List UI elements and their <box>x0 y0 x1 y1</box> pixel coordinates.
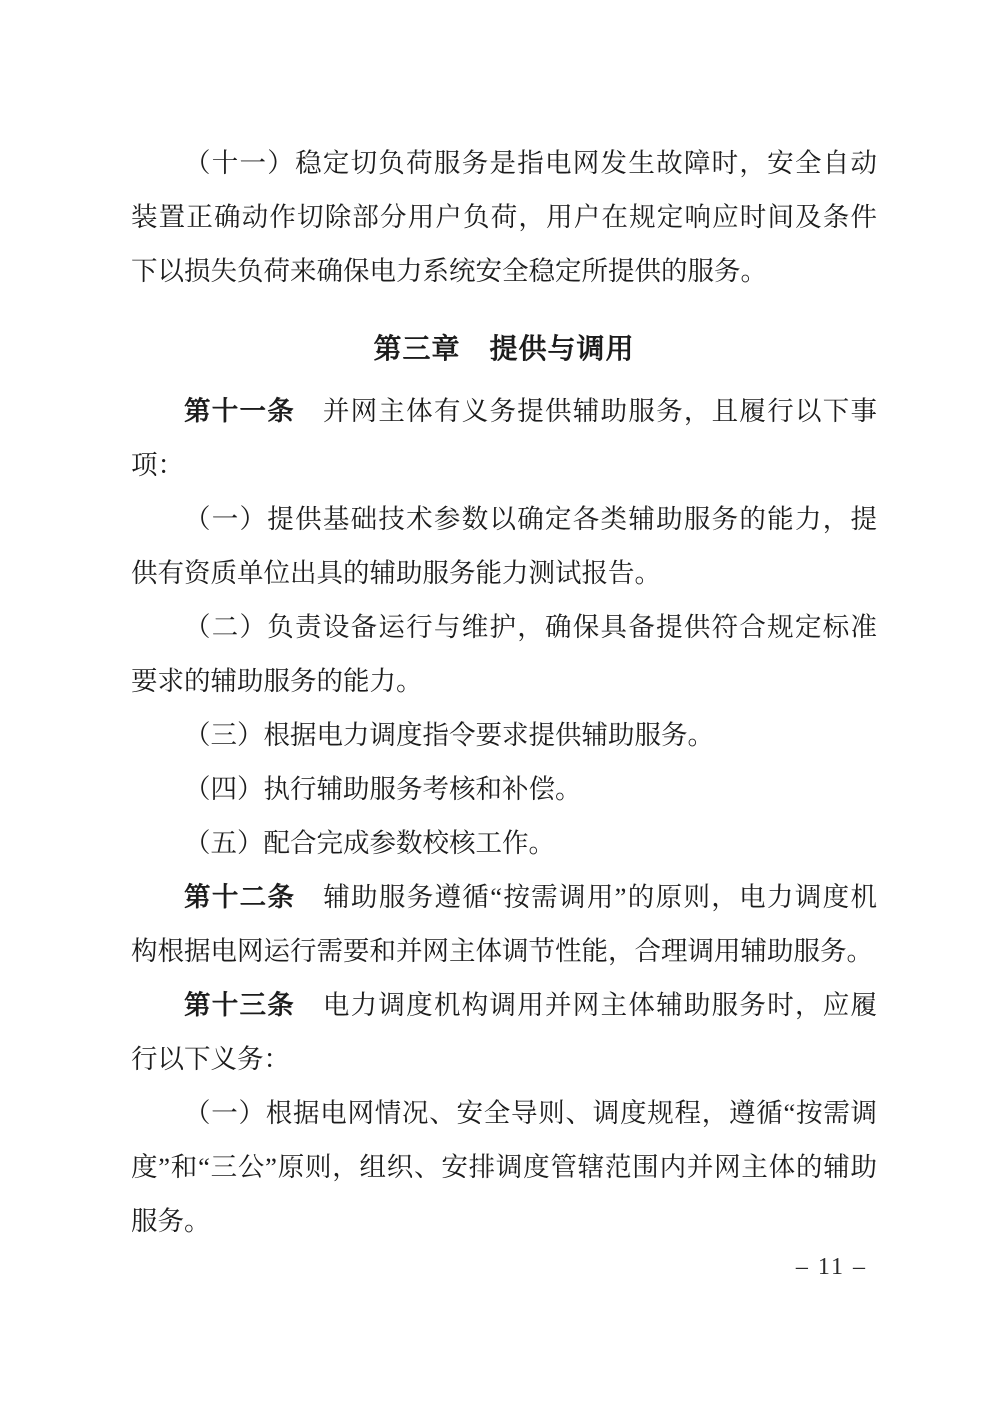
text-line: （二）负责设备运行与维护，确保具备提供符合规定标准 <box>184 612 877 642</box>
paragraph-article-12 <box>131 870 877 978</box>
text-line: （四）执行辅助服务考核和补偿。 <box>184 774 582 804</box>
text-line: 下以损失负荷来确保电力系统安全稳定所提供的服务。 <box>131 256 767 286</box>
paragraph-article-11 <box>131 384 877 492</box>
article-text: 辅助服务遵循“按需调用”的原则，电力调度机 <box>295 882 877 912</box>
article-text: 电力调度机构调用并网主体辅助服务时，应履 <box>295 990 878 1020</box>
paragraph-item-1-article-13 <box>131 1086 877 1248</box>
page-number: – 11 – <box>795 1254 867 1280</box>
article-text: 并网主体有义务提供辅助服务，且履行以下事 <box>295 396 878 426</box>
chapter-heading: 第三章 提供与调用 <box>373 333 635 364</box>
text-line: （一）根据电网情况、安全导则、调度规程，遵循“按需调 <box>184 1098 877 1128</box>
paragraph-item-5 <box>131 816 877 870</box>
text-line <box>131 978 877 1032</box>
text-line: 服务。 <box>131 1206 211 1236</box>
text-line: 项： <box>131 450 184 480</box>
text-line: （十一）稳定切负荷服务是指电网发生故障时，安全自动 <box>184 148 877 178</box>
text-line: 供有资质单位出具的辅助服务能力测试报告。 <box>131 558 661 588</box>
paragraph-item-3 <box>131 708 877 762</box>
text-line: 构根据电网运行需要和并网主体调节性能，合理调用辅助服务。 <box>131 936 873 966</box>
article-number: 第十一条 <box>184 396 296 426</box>
text-line: （五）配合完成参数校核工作。 <box>184 828 555 858</box>
text-line: 装置正确动作切除部分用户负荷，用户在规定响应时间及条件 <box>131 202 877 232</box>
paragraph-item-4 <box>131 762 877 816</box>
text-line: （三）根据电力调度指令要求提供辅助服务。 <box>184 720 714 750</box>
text-line <box>131 870 877 924</box>
document-body <box>131 0 877 1248</box>
paragraph-item-11-definition <box>131 136 877 298</box>
paragraph-article-13 <box>131 978 877 1086</box>
text-line: （一）提供基础技术参数以确定各类辅助服务的能力，提 <box>184 504 877 534</box>
article-number: 第十三条 <box>184 990 296 1020</box>
text-line <box>131 384 877 438</box>
article-number: 第十二条 <box>184 882 296 912</box>
text-line: 要求的辅助服务的能力。 <box>131 666 423 696</box>
text-line: 行以下义务： <box>131 1044 290 1074</box>
paragraph-item-1 <box>131 492 877 600</box>
text-line: 度”和“三公”原则，组织、安排调度管辖范围内并网主体的辅助 <box>131 1152 877 1182</box>
paragraph-item-2 <box>131 600 877 708</box>
